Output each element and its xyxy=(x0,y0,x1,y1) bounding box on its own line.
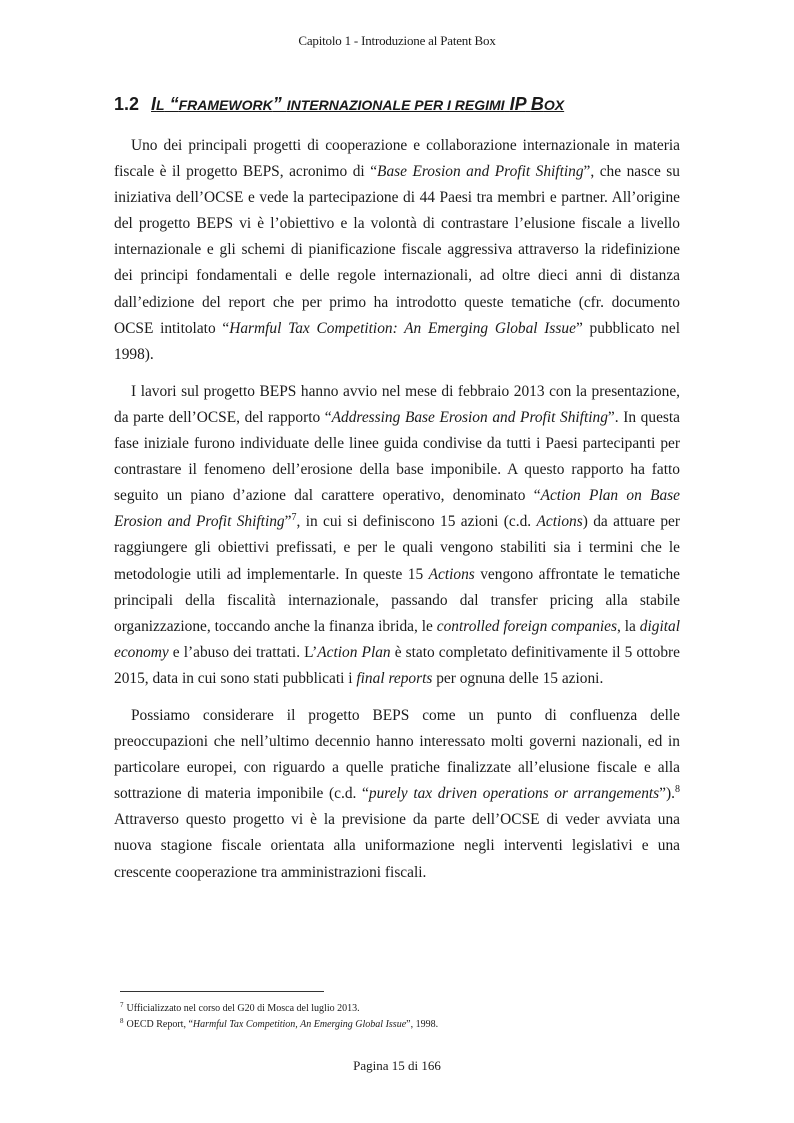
footnote-ref: 8 xyxy=(674,784,680,796)
text-run: vengono affrontate le tematiche principali della fiscalità internazionale, passando dal transfer pricing alla stabile organizzazione, toccando anche la finanza ibrida, le xyxy=(114,565,680,635)
paragraph xyxy=(114,379,680,692)
text-run: Ufficializzato nel corso del G20 di Mosca del luglio 2013. xyxy=(126,1003,360,1014)
footnote-number: 8 xyxy=(120,1016,124,1025)
text-run: ”, 1998. xyxy=(406,1019,439,1030)
italic-text: Action Plan on Base Erosion and Profit Shifting xyxy=(114,487,681,531)
text-run: ) da attuare per raggiungere gli obiettivi prefissati, e per le quali vengono stabiliti sia i termini che le metodologie utili ad implementarle. In queste 15 xyxy=(114,513,681,583)
italic-text: Harmful Tax Competition, An Emerging Global Issue xyxy=(192,1019,407,1030)
text-run: ” pubblicato nel 1998). xyxy=(114,319,680,363)
text-run: per ognuna delle 15 azioni. xyxy=(432,669,604,687)
text-run: e l’abuso dei trattati. L’ xyxy=(168,643,318,661)
footnote xyxy=(120,1017,680,1033)
page-number: Pagina 15 di 166 xyxy=(353,1058,441,1073)
text-run: Possiamo considerare il progetto BEPS come un punto di confluenza delle preoccupazioni che nell’ultimo decennio hanno interessato molti governi nazionali, ed in particolare europei, con riguardo a quelle pratiche finalizzate all’elusione fiscale e alla sottrazione di materia imponibile (c.d. “ xyxy=(114,706,680,803)
section-heading xyxy=(114,94,694,115)
text-run: OECD Report, “ xyxy=(126,1019,193,1030)
section-title: IL “FRAMEWORK” INTERNAZIONALE PER I REGIMI IP BOX xyxy=(151,94,565,114)
italic-text: Addressing Base Erosion and Profit Shifting xyxy=(331,408,608,426)
section-number: 1.2 xyxy=(114,94,140,114)
italic-text: Actions xyxy=(536,513,583,531)
text-run: , la xyxy=(617,617,640,635)
footnote-ref: 7 xyxy=(291,512,297,524)
text-run: ”. In questa fase iniziale furono individuate delle linee guida condivise da tutti i Paesi partecipanti per contrastare il fenomeno dell’erosione della base imponibile. A questo rapporto ha fatto seguito un piano d’azione dal carattere operativo, denominato “ xyxy=(114,408,680,505)
footnotes xyxy=(120,1001,680,1033)
text-run: è stato completato definitivamente il 5 ottobre 2015, data in cui sono stati pubblicati i xyxy=(114,643,680,687)
footnote-separator xyxy=(120,991,324,992)
text-run: ”). xyxy=(659,785,675,803)
footnote-number: 7 xyxy=(120,1000,124,1009)
italic-text: Harmful Tax Competition: An Emerging Global Issue xyxy=(229,319,576,337)
body-text xyxy=(114,133,680,897)
italic-text: Actions xyxy=(428,565,475,583)
italic-text: purely tax driven operations or arrangements xyxy=(368,785,660,803)
footnote xyxy=(120,1001,680,1017)
text-run: Uno dei principali progetti di cooperazione e collaborazione internazionale in materia fiscale è il progetto BEPS, acronimo di “ xyxy=(114,137,680,181)
paragraph xyxy=(114,703,680,886)
paragraph xyxy=(114,133,680,368)
text-run: I lavori sul progetto BEPS hanno avvio nel mese di febbraio 2013 con la presentazione, da parte dell’OCSE, del rapporto “ xyxy=(114,382,680,426)
italic-text: Base Erosion and Profit Shifting xyxy=(377,163,584,181)
italic-text: Action Plan xyxy=(317,643,391,661)
italic-text: final reports xyxy=(356,669,433,687)
italic-text: digital economy xyxy=(114,617,680,661)
running-header: Capitolo 1 - Introduzione al Patent Box xyxy=(298,33,496,48)
text-run: ”, che nasce su iniziativa dell’OCSE e vede la partecipazione di 44 Paesi tra membri e partner. All’origine del progetto BEPS vi è l’obiettivo e la volontà di contrastare l’elusione fiscale a livello internazionale e gli schemi di pianificazione fiscale aggressiva attraverso la ridefinizione dei principi fondamentali e delle regole internazionali, ad oltre dieci anni di distanza dall’edizione del report che per primo ha introdotto queste tematiche (cfr. documento OCSE intitolato “ xyxy=(114,163,680,337)
text-run: ” xyxy=(284,513,292,531)
text-run: , in cui si definiscono 15 azioni (c.d. xyxy=(296,513,537,531)
italic-text: controlled foreign companies xyxy=(436,617,618,635)
text-run: Attraverso questo progetto vi è la previsione da parte dell’OCSE di veder avviata una nuova stagione fiscale orientata alla uniformazione negli interventi legislativi e una crescente cooperazione tra amministrazioni fiscali. xyxy=(114,811,680,881)
